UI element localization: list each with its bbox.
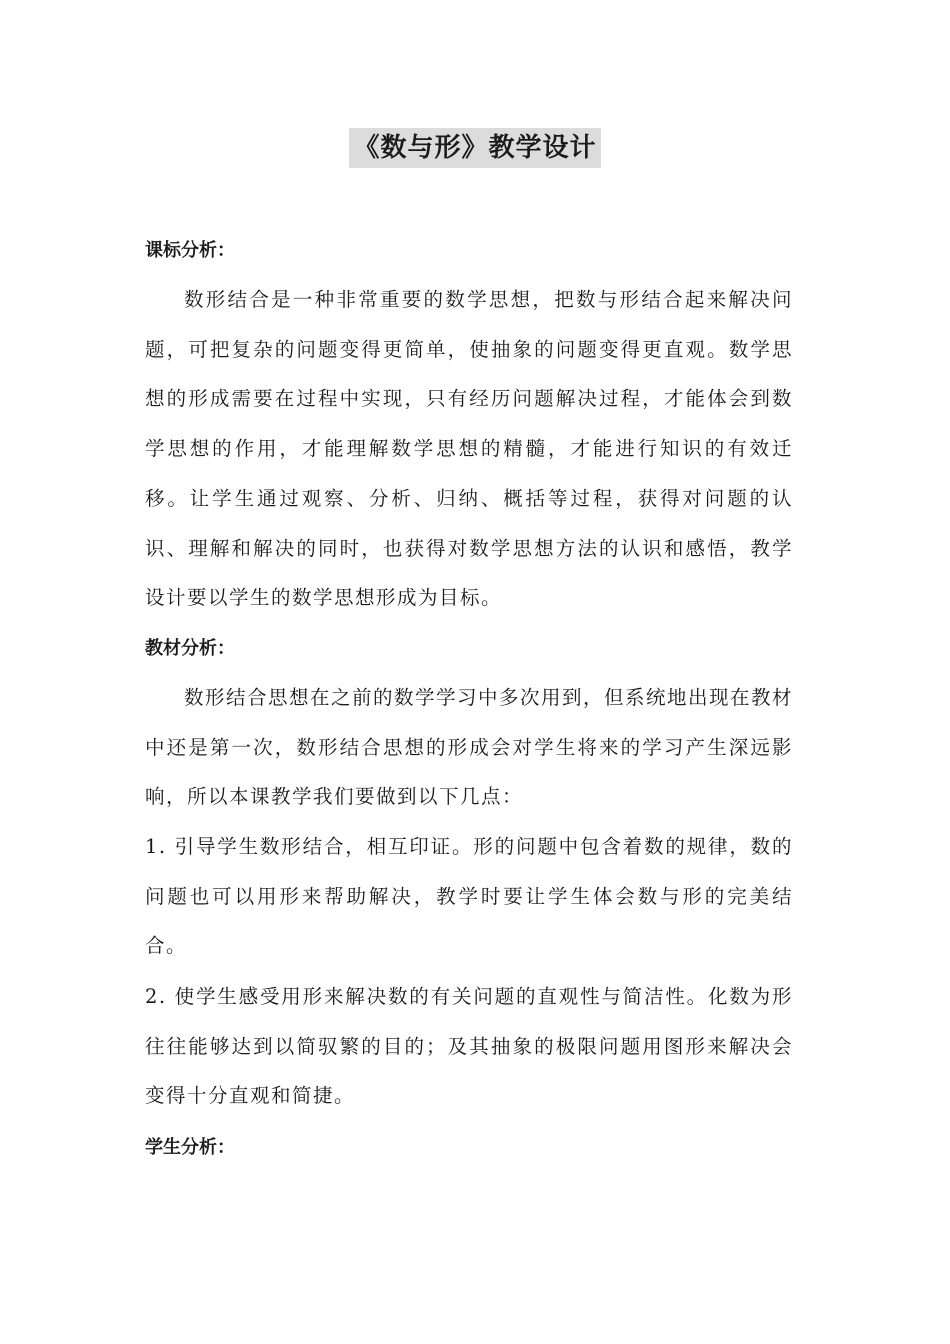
document-title: 《数与形》教学设计 bbox=[349, 128, 600, 168]
section-heading-student-analysis: 学生分析： bbox=[145, 1137, 235, 1158]
paragraph-point-1: 1. 引导学生数形结合，相互印证。形的问题中包含着数的规律，数的问题也可以用形来帮助解决，教学时要让学生体会数与形的完美结合。 bbox=[145, 835, 793, 958]
paragraph-textbook-intro: 数形结合思想在之前的数学学习中多次用到，但系统地出现在教材中还是第一次，数形结合思想的形成会对学生将来的学习产生深远影响，所以本课教学我们要做到以下几点： bbox=[145, 686, 794, 809]
section-heading-textbook-analysis: 教材分析： bbox=[145, 638, 235, 659]
title-container bbox=[145, 128, 805, 168]
paragraph-point-2: 2. 使学生感受用形来解决数的有关问题的直观性与简洁性。化数为形往往能够达到以简驭繁的目的；及其抽象的极限问题用图形来解决会变得十分直观和简捷。 bbox=[145, 985, 793, 1108]
paragraph-curriculum-analysis: 数形结合是一种非常重要的数学思想，把数与形结合起来解决问题，可把复杂的问题变得更简单，使抽象的问题变得更直观。数学思想的形成需要在过程中实现，只有经历问题解决过程，才能体会到数学思想的作用，才能理解数学思想的精髓，才能进行知识的有效迁移。让学生通过观察、分析、归纳、概括等过程，获得对问题的认识、理解和解决的同时，也获得对数学思想方法的认识和感悟，教学设计要以学生的数学思想形成为目标。 bbox=[145, 288, 793, 610]
section-heading-curriculum-analysis: 课标分析： bbox=[145, 240, 235, 261]
